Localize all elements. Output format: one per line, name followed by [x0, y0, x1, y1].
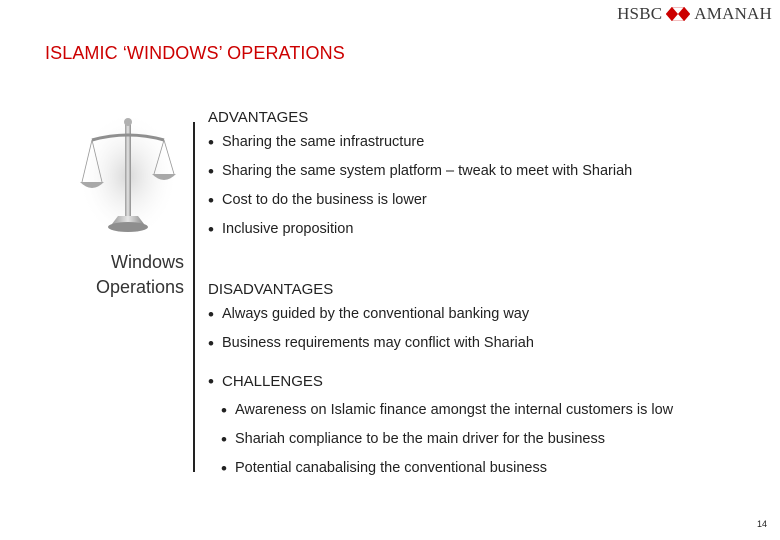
list-item	[208, 128, 768, 157]
bullet: •	[208, 334, 214, 353]
list-item-text: Sharing the same system platform – tweak to meet with Shariah	[222, 163, 633, 179]
bullet: •	[221, 401, 227, 420]
scale-image	[78, 112, 178, 240]
list-item-text: Always guided by the conventional banking way	[222, 306, 530, 322]
advantages-heading: ADVANTAGES	[208, 109, 309, 126]
list-item	[208, 186, 768, 215]
list-item	[208, 157, 768, 186]
advantages-list	[208, 128, 768, 244]
vertical-divider	[193, 122, 195, 472]
page-title: ISLAMIC ‘WINDOWS’ OPERATIONS	[45, 43, 345, 63]
logo-text-hsbc: HSBC	[617, 4, 663, 23]
logo-text-amanah: AMANAH	[694, 4, 772, 23]
windows-operations-label	[60, 250, 184, 300]
list-item	[208, 300, 768, 329]
disadvantages-heading: DISADVANTAGES	[208, 281, 334, 298]
bullet: •	[208, 220, 214, 239]
list-item-text: Potential canabalising the conventional business	[235, 460, 547, 476]
bullet: •	[221, 459, 227, 478]
list-item-text: Sharing the same infrastructure	[222, 134, 425, 150]
challenges-heading	[208, 367, 768, 396]
bullet: •	[221, 430, 227, 449]
bullet: •	[208, 305, 214, 324]
balance-scale-icon	[78, 112, 178, 240]
bullet: •	[208, 372, 214, 391]
side-label-line1: Windows	[110, 252, 184, 272]
spacer	[208, 244, 768, 280]
spacer	[208, 358, 768, 367]
list-item-text: Cost to do the business is lower	[222, 192, 427, 208]
challenges-list	[208, 396, 768, 483]
list-item	[208, 215, 768, 244]
challenges-heading-text: CHALLENGES	[222, 373, 323, 390]
list-item-text: Shariah compliance to be the main driver for the business	[235, 431, 605, 447]
list-item	[208, 396, 768, 425]
list-item	[208, 454, 768, 483]
hsbc-hexagon-logo-icon	[666, 7, 690, 21]
list-item-text: Inclusive proposition	[222, 221, 354, 237]
side-label-line2: Operations	[95, 277, 184, 297]
list-item-text: Business requirements may conflict with Shariah	[222, 335, 534, 351]
list-item	[208, 329, 768, 358]
content-area	[208, 108, 768, 483]
bullet: •	[208, 162, 214, 181]
page-number: 14	[756, 519, 767, 529]
bullet: •	[208, 133, 214, 152]
bullet: •	[208, 191, 214, 210]
hsbc-amanah-logo	[617, 5, 772, 23]
list-item	[208, 425, 768, 454]
disadvantages-list	[208, 300, 768, 358]
list-item-text: Awareness on Islamic finance amongst the internal customers is low	[235, 402, 674, 418]
